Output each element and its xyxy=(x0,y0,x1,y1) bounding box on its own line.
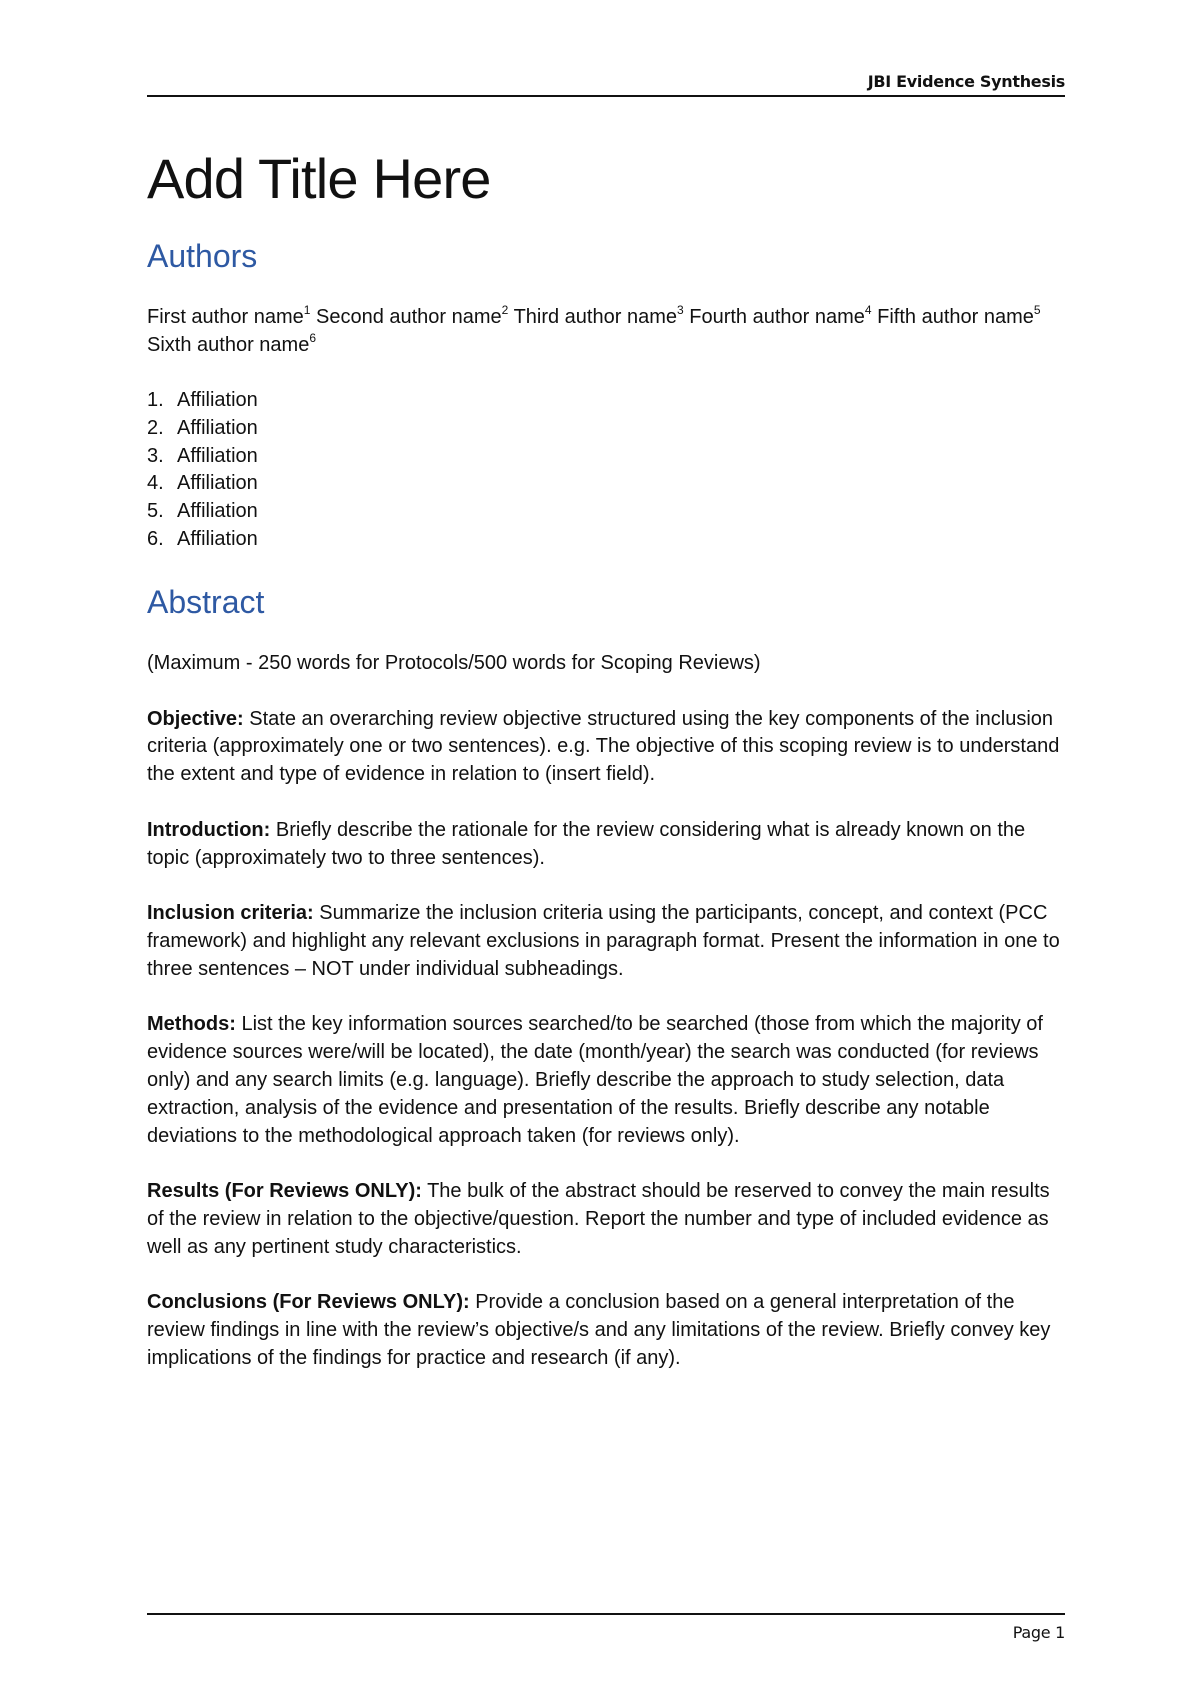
author-name: First author name xyxy=(147,306,304,328)
author-affiliation-marker: 1 xyxy=(303,303,311,318)
abstract-methods-paragraph xyxy=(147,1011,1065,1150)
paragraph-text: Summarize the inclusion criteria using the participants, concept, and context (PCC framework) and highlight any relevant exclusions in paragraph format. Present the information in one to three sentences – NOT under individual subheadings. xyxy=(147,902,1060,980)
running-header-journal-name: JBI Evidence Synthesis xyxy=(867,72,1065,91)
affiliation-item xyxy=(147,443,1065,471)
abstract-objective-paragraph xyxy=(147,706,1065,789)
affiliation-text: Affiliation xyxy=(177,472,258,495)
paragraph-text: List the key information sources searched/to be searched (those from which the majority of evidence sources were/will be located), the date (month/year) the search was conducted (for reviews only) and any search limits (e.g. language). Briefly describe the approach to study selection, data extraction, analysis of the evidence and presentation of the results. Briefly describe any notable deviations to the methodological approach taken (for reviews only). xyxy=(147,1013,1043,1147)
affiliation-text: Affiliation xyxy=(177,416,258,439)
affiliation-text: Affiliation xyxy=(177,500,258,523)
affiliation-number: 6. xyxy=(147,527,164,550)
author-name: Third author name xyxy=(513,306,677,328)
affiliation-item xyxy=(147,387,1065,415)
paragraph-label: Results (For Reviews ONLY): xyxy=(147,1180,422,1203)
affiliation-text: Affiliation xyxy=(177,444,258,467)
affiliation-item xyxy=(147,415,1065,443)
abstract-conclusions-paragraph xyxy=(147,1289,1065,1372)
affiliation-number: 3. xyxy=(147,444,164,467)
paragraph-label: Methods: xyxy=(147,1013,236,1036)
affiliation-number: 4. xyxy=(147,472,164,495)
footer-rule xyxy=(147,1613,1065,1615)
paragraph-text: Briefly describe the rationale for the review considering what is already known on the topic (approximately two to three sentences). xyxy=(147,818,1026,869)
affiliation-item xyxy=(147,470,1065,498)
paragraph-label: Inclusion criteria: xyxy=(147,902,314,925)
authors-heading: Authors xyxy=(147,238,258,274)
affiliation-text: Affiliation xyxy=(177,527,258,550)
author-name: Sixth author name xyxy=(147,333,310,356)
abstract-body xyxy=(147,650,1065,1401)
affiliation-list xyxy=(147,387,1065,554)
paragraph-text: Provide a conclusion based on a general interpretation of the review findings in line with the review’s objective/s and any limitations of the review. Briefly convey key implications of the findings for practice and research (if any). xyxy=(147,1291,1051,1369)
abstract-introduction-paragraph xyxy=(147,817,1065,873)
abstract-heading: Abstract xyxy=(147,584,265,620)
author-affiliation-marker: 3 xyxy=(676,303,684,318)
author-affiliation-marker: 2 xyxy=(501,303,509,318)
author-affiliation-marker: 5 xyxy=(1033,303,1041,318)
affiliation-number: 1. xyxy=(147,389,164,411)
document-title: Add Title Here xyxy=(147,147,491,210)
affiliation-text: Affiliation xyxy=(177,389,258,411)
author-affiliation-marker: 4 xyxy=(864,303,872,318)
author-name: Fourth author name xyxy=(689,306,865,328)
affiliation-number: 2. xyxy=(147,416,164,439)
paragraph-text: State an overarching review objective structured using the key components of the inclusion criteria (approximately one or two sentences). e.g. The objective of this scoping review is to understand the extent and type of evidence in relation to (insert field). xyxy=(147,707,1060,786)
paragraph-label: Introduction: xyxy=(147,818,271,841)
abstract-inclusion-criteria-paragraph xyxy=(147,900,1065,983)
abstract-word-limit-note: (Maximum - 250 words for Protocols/500 words for Scoping Reviews) xyxy=(147,652,761,674)
author-name: Fifth author name xyxy=(877,306,1034,328)
affiliation-number: 5. xyxy=(147,500,164,523)
page-number: Page 1 xyxy=(1012,1623,1065,1642)
paragraph-label: Objective: xyxy=(147,707,244,730)
affiliation-item xyxy=(147,498,1065,526)
author-name: Second author name xyxy=(315,306,502,328)
paragraph-label: Conclusions (For Reviews ONLY): xyxy=(147,1291,470,1314)
paragraph-text: The bulk of the abstract should be reserved to convey the main results of the review in relation to the objective/question. Report the number and type of included evidence as well as any pertinent study characteristics. xyxy=(147,1180,1050,1258)
author-affiliation-marker: 6 xyxy=(309,331,317,346)
affiliation-item xyxy=(147,526,1065,554)
document-page xyxy=(147,0,1065,1698)
author-list xyxy=(147,304,1065,360)
header-rule xyxy=(147,95,1065,97)
abstract-results-paragraph xyxy=(147,1178,1065,1261)
